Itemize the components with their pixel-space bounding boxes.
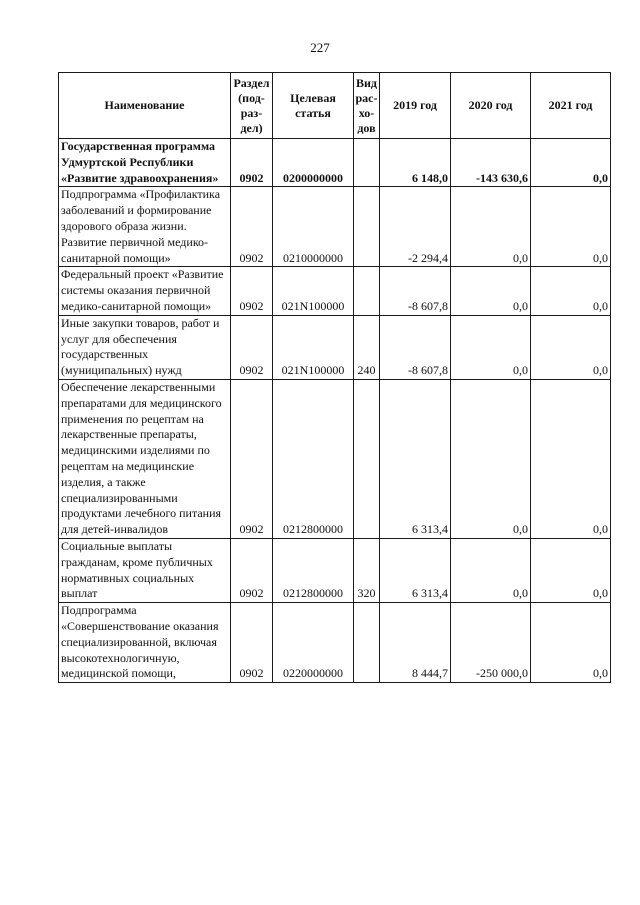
row-name: Федеральный проект «Развитие системы оказания первичной медико-санитарной помощи» [59, 267, 231, 315]
row-2020: 0,0 [451, 538, 531, 602]
row-name: Государственная программа Удмуртской Республики «Развитие здравоохранения» [59, 139, 231, 187]
row-expense: 240 [354, 315, 380, 379]
row-section: 0902 [231, 603, 273, 683]
row-expense [354, 187, 380, 267]
table-row [59, 267, 611, 315]
row-2020: -143 630,6 [451, 139, 531, 187]
header-expense: Вид рас-хо-дов [354, 73, 380, 139]
row-expense [354, 267, 380, 315]
row-section: 0902 [231, 379, 273, 538]
row-2019: 8 444,7 [380, 603, 451, 683]
row-2019: -8 607,8 [380, 315, 451, 379]
header-section: Раздел (под-раз-дел) [231, 73, 273, 139]
header-name: Наименование [59, 73, 231, 139]
row-expense [354, 139, 380, 187]
row-2020: 0,0 [451, 187, 531, 267]
row-target: 021N100000 [273, 315, 354, 379]
row-section: 0902 [231, 139, 273, 187]
row-2019: 6 313,4 [380, 538, 451, 602]
row-expense: 320 [354, 538, 380, 602]
row-2020: 0,0 [451, 315, 531, 379]
row-section: 0902 [231, 267, 273, 315]
table-row [59, 538, 611, 602]
row-2019: 6 148,0 [380, 139, 451, 187]
table-row [59, 603, 611, 683]
row-section: 0902 [231, 315, 273, 379]
row-2021: 0,0 [531, 139, 611, 187]
page-number: 227 [310, 40, 330, 55]
table-row [59, 315, 611, 379]
row-section: 0902 [231, 187, 273, 267]
row-2021: 0,0 [531, 538, 611, 602]
row-2021: 0,0 [531, 603, 611, 683]
row-2019: -2 294,4 [380, 187, 451, 267]
row-name: Подпрограмма «Профилактика заболеваний и формирование здорового образа жизни. Развитие первичной медико-санитарной помощи» [59, 187, 231, 267]
row-2019: -8 607,8 [380, 267, 451, 315]
header-target: Целевая статья [273, 73, 354, 139]
row-target: 0212800000 [273, 379, 354, 538]
row-2020: 0,0 [451, 379, 531, 538]
row-target: 021N100000 [273, 267, 354, 315]
row-section: 0902 [231, 538, 273, 602]
header-2019: 2019 год [380, 73, 451, 139]
row-2020: 0,0 [451, 267, 531, 315]
row-name: Подпрограмма «Совершенствование оказания специализированной, включая высокотехнологичную, медицинской помощи, [59, 603, 231, 683]
table-row [59, 187, 611, 267]
row-2019: 6 313,4 [380, 379, 451, 538]
row-expense [354, 603, 380, 683]
table-row [59, 379, 611, 538]
budget-table [58, 72, 611, 683]
header-2021: 2021 год [531, 73, 611, 139]
table-row [59, 139, 611, 187]
row-name: Обеспечение лекарственными препаратами для медицинского применения по рецептам на лекарственные препараты, медицинскими изделиями по рецептам на медицинские изделия, а также специализированными продуктами лечебного питания для детей-инвалидов [59, 379, 231, 538]
row-target: 0212800000 [273, 538, 354, 602]
row-2021: 0,0 [531, 187, 611, 267]
row-2021: 0,0 [531, 267, 611, 315]
row-name: Социальные выплаты гражданам, кроме публичных нормативных социальных выплат [59, 538, 231, 602]
row-name: Иные закупки товаров, работ и услуг для обеспечения государственных (муниципальных) нужд [59, 315, 231, 379]
row-2021: 0,0 [531, 379, 611, 538]
row-2021: 0,0 [531, 315, 611, 379]
row-target: 0200000000 [273, 139, 354, 187]
row-target: 0220000000 [273, 603, 354, 683]
header-2020: 2020 год [451, 73, 531, 139]
header-row [59, 73, 611, 139]
row-target: 0210000000 [273, 187, 354, 267]
row-2020: -250 000,0 [451, 603, 531, 683]
row-expense [354, 379, 380, 538]
